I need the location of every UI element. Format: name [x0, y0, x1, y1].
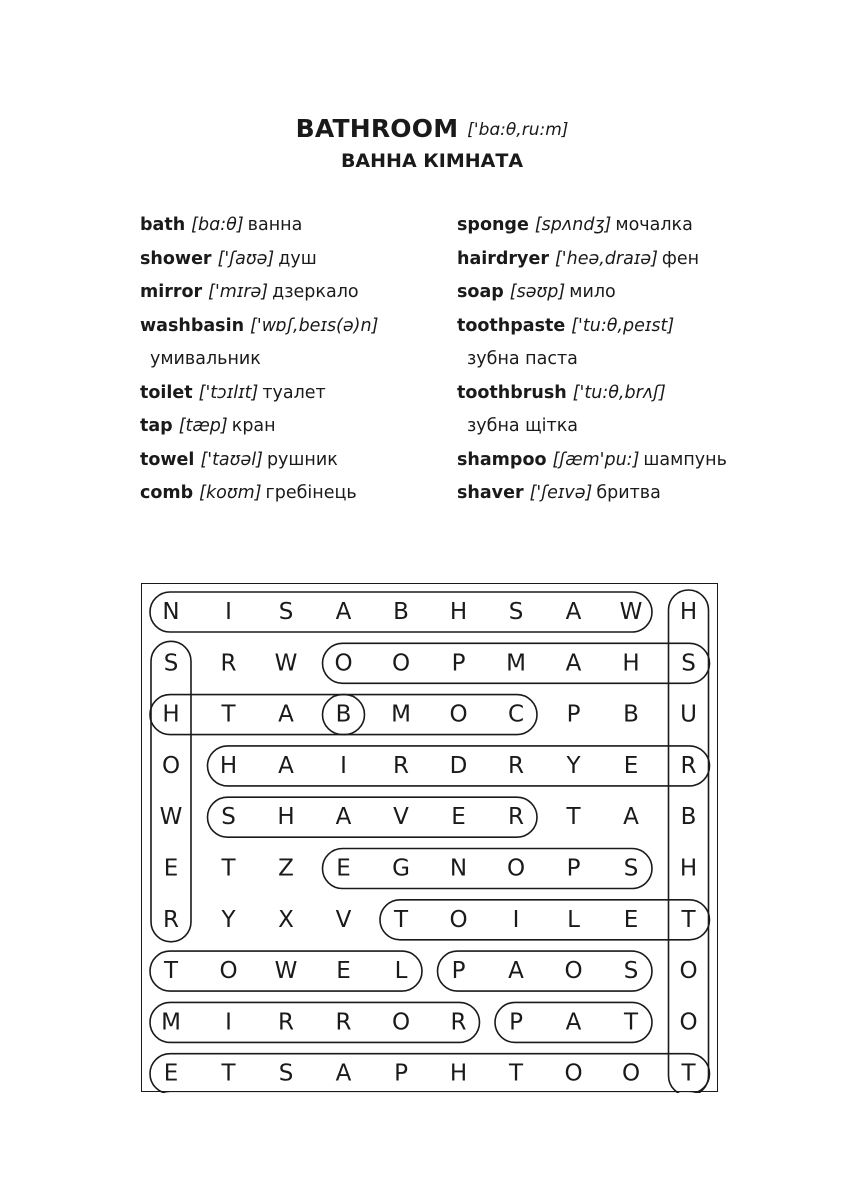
- grid-letter: A: [335, 599, 352, 625]
- title-transcription: ['bɑ:θ,ru:m]: [467, 120, 569, 140]
- grid-letter: B: [680, 804, 697, 831]
- grid-letter: T: [221, 1060, 236, 1087]
- grid-letter: R: [508, 752, 524, 779]
- grid-letter: S: [221, 804, 236, 831]
- grid-letter: P: [566, 855, 581, 882]
- grid-letter: I: [512, 906, 520, 933]
- grid-letter: W: [274, 650, 298, 677]
- grid-letter: L: [394, 958, 408, 985]
- grid-letter: M: [506, 650, 526, 677]
- vocab-translation: дзеркало: [272, 282, 359, 302]
- grid-letter: P: [451, 650, 466, 677]
- vocabulary-left-column: [140, 212, 382, 514]
- grid-letter: M: [391, 701, 411, 728]
- grid-letter: T: [163, 958, 179, 985]
- vocab-transcription: [tæp]: [178, 416, 228, 436]
- header: [0, 114, 864, 172]
- grid-letter: Z: [278, 855, 294, 882]
- found-word-toilet: [380, 900, 710, 940]
- grid-letter: R: [508, 804, 524, 831]
- grid-letter: E: [623, 752, 639, 779]
- grid-letter: R: [220, 650, 237, 677]
- vocabulary-entry: [140, 212, 382, 246]
- vocab-translation: зубна щітка: [467, 416, 579, 436]
- word-search-puzzle: [141, 583, 718, 1092]
- vocabulary-entry: [140, 346, 382, 380]
- page-subtitle: ВАННА КІМНАТА: [340, 150, 524, 172]
- grid-letter: H: [449, 599, 468, 625]
- grid-letter: R: [163, 906, 179, 933]
- vocabulary-entry: [457, 212, 727, 246]
- grid-letter: W: [619, 599, 643, 625]
- grid-letter: E: [451, 804, 466, 831]
- grid-letter: M: [161, 1009, 181, 1036]
- vocab-word: tap: [140, 416, 173, 436]
- vocab-transcription: ['ʃeɪvə]: [529, 483, 593, 503]
- grid-letter: O: [219, 958, 238, 985]
- grid-letter: S: [278, 1060, 294, 1087]
- grid-letter: Y: [221, 906, 236, 933]
- vocab-translation: мочалка: [615, 215, 693, 235]
- grid-letter: T: [508, 1060, 524, 1087]
- grid-letter: O: [161, 752, 181, 779]
- grid-letter: P: [509, 1009, 523, 1036]
- vocab-transcription: [koʊm]: [199, 483, 262, 503]
- grid-letter: O: [391, 650, 411, 677]
- grid-letter: O: [679, 1009, 698, 1036]
- vocab-transcription: ['tu:θ,brʌʃ]: [572, 382, 666, 403]
- found-word-shower: [151, 641, 191, 942]
- grid-letter: I: [225, 1009, 232, 1036]
- grid-letter: V: [335, 906, 352, 933]
- grid-letter: Y: [566, 752, 581, 779]
- grid-letter: A: [565, 599, 582, 625]
- found-word-mirror: [150, 1002, 480, 1042]
- grid-letter: W: [274, 958, 298, 985]
- grid-letter: O: [449, 701, 468, 728]
- grid-letter: E: [623, 906, 639, 933]
- vocabulary-entry: [140, 413, 382, 447]
- grid-letter: X: [278, 906, 294, 933]
- grid-letter: A: [623, 804, 639, 831]
- grid-letter: P: [451, 958, 466, 985]
- vocab-transcription: ['tɔɪlɪt]: [198, 382, 259, 403]
- grid-letter: T: [393, 906, 409, 933]
- grid-letter: O: [506, 855, 526, 882]
- grid-letter: P: [566, 701, 581, 728]
- vocabulary-entry: [457, 346, 727, 380]
- vocabulary-entry: [457, 313, 727, 347]
- vocab-word: toothpaste: [457, 315, 566, 336]
- vocab-translation: ванна: [247, 215, 303, 235]
- grid-letter: R: [393, 752, 409, 779]
- grid-letter: O: [564, 1060, 583, 1087]
- vocabulary-entry: [140, 480, 382, 514]
- vocab-word: comb: [140, 483, 194, 503]
- grid-letter: H: [162, 701, 180, 728]
- grid-letter: A: [508, 958, 524, 985]
- grid-letter: I: [340, 752, 347, 779]
- vocab-translation: душ: [278, 248, 317, 269]
- grid-letter: T: [681, 906, 696, 933]
- grid-letter: V: [393, 804, 409, 831]
- word-search-grid: [142, 584, 719, 1093]
- grid-letter: D: [449, 752, 468, 779]
- found-word-shaver: [208, 797, 538, 837]
- grid-letter: S: [623, 958, 639, 985]
- grid-letter: T: [681, 1060, 696, 1087]
- grid-letter: H: [679, 599, 698, 625]
- vocabulary-entry: [457, 413, 727, 447]
- grid-letter: A: [565, 650, 582, 677]
- vocab-translation: туалет: [262, 382, 326, 403]
- vocab-word: toothbrush: [457, 382, 567, 403]
- vocabulary-entry: [140, 380, 382, 414]
- grid-letter: H: [449, 1060, 468, 1087]
- grid-letter: B: [335, 701, 352, 728]
- grid-letter: T: [566, 804, 581, 831]
- grid-letter: H: [219, 752, 238, 779]
- grid-letter: H: [277, 804, 295, 831]
- vocab-translation: умивальник: [150, 349, 261, 369]
- vocabulary-entry: [457, 380, 727, 414]
- grid-letter: B: [623, 701, 639, 728]
- vocab-word: shampoo: [457, 449, 547, 470]
- grid-letter: O: [621, 1060, 641, 1087]
- vocabulary-right-column: [457, 212, 727, 514]
- grid-letter: O: [679, 958, 698, 985]
- grid-letter: T: [221, 855, 236, 882]
- found-word-sponge: [323, 849, 653, 889]
- vocab-transcription: ['mɪrə]: [208, 282, 269, 302]
- vocabulary-entry: [457, 279, 727, 313]
- vocab-word: washbasin: [140, 315, 245, 336]
- grid-letter: W: [159, 804, 183, 831]
- vocab-transcription: [bɑ:θ]: [191, 215, 244, 235]
- vocab-word: mirror: [140, 282, 203, 302]
- title-line: [296, 114, 569, 143]
- grid-letter: E: [336, 855, 351, 882]
- grid-letter: R: [680, 752, 697, 779]
- vocab-transcription: ['wɒʃ,beɪs(ə)n]: [250, 315, 379, 336]
- vocab-translation: фен: [661, 248, 700, 269]
- page-title: BATHROOM: [295, 114, 459, 143]
- vocab-transcription: ['taʊəl]: [200, 449, 263, 470]
- vocabulary-entry: [140, 246, 382, 280]
- vocabulary-entry: [140, 313, 382, 347]
- vocab-translation: бритва: [596, 483, 661, 503]
- vocab-translation: рушник: [266, 449, 338, 470]
- grid-letter: R: [450, 1009, 467, 1036]
- grid-letter: A: [278, 752, 294, 779]
- grid-letter: H: [622, 650, 640, 677]
- found-word-comb: [323, 695, 538, 735]
- vocab-translation: кран: [231, 416, 276, 436]
- vocab-word: sponge: [457, 215, 529, 235]
- grid-letter: S: [163, 650, 179, 677]
- grid-letter: U: [680, 701, 697, 728]
- vocab-translation: гребінець: [265, 483, 357, 503]
- vocab-word: bath: [140, 215, 186, 235]
- grid-letter: E: [163, 1060, 179, 1087]
- grid-letter: A: [565, 1009, 582, 1036]
- vocabulary-entry: [140, 447, 382, 481]
- vocab-transcription: [spʌndʒ]: [534, 215, 612, 235]
- grid-letter: O: [564, 958, 583, 985]
- grid-letter: O: [334, 650, 353, 677]
- found-word-bath: [150, 695, 365, 735]
- vocab-transcription: ['tu:θ,peɪst]: [571, 315, 675, 336]
- grid-letter: T: [623, 1009, 639, 1036]
- vocab-transcription: ['ʃaʊə]: [217, 248, 275, 269]
- vocab-word: soap: [457, 282, 504, 302]
- found-word-soap: [438, 951, 653, 991]
- grid-letter: A: [335, 1060, 352, 1087]
- vocab-word: hairdryer: [457, 248, 549, 269]
- grid-letter: S: [278, 599, 294, 625]
- vocab-word: toilet: [140, 382, 193, 403]
- grid-letter: C: [507, 701, 525, 728]
- grid-letter: H: [679, 855, 698, 882]
- vocab-word: towel: [140, 449, 195, 470]
- grid-letter: N: [162, 599, 180, 625]
- grid-letter: S: [681, 650, 696, 677]
- vocab-translation: шампунь: [643, 449, 727, 470]
- grid-letter: L: [567, 906, 580, 933]
- grid-letter: T: [221, 701, 236, 728]
- vocabulary-entry: [457, 246, 727, 280]
- grid-letter: O: [391, 1009, 411, 1036]
- vocab-transcription: [səʊp]: [509, 282, 566, 302]
- grid-letter: A: [278, 701, 294, 728]
- vocab-word: shaver: [457, 483, 524, 503]
- vocab-translation: мило: [569, 282, 616, 302]
- grid-letter: S: [623, 855, 639, 882]
- grid-letter: S: [508, 599, 524, 625]
- vocab-word: shower: [140, 248, 212, 269]
- grid-letter: I: [225, 599, 232, 625]
- grid-letter: O: [449, 906, 468, 933]
- vocabulary-entry: [140, 279, 382, 313]
- vocab-translation: зубна паста: [467, 349, 578, 369]
- grid-letter: N: [449, 855, 468, 882]
- grid-letter: R: [335, 1009, 352, 1036]
- vocab-transcription: [ʃæm'pu:]: [552, 449, 640, 470]
- grid-letter: B: [393, 599, 409, 625]
- grid-letter: E: [336, 958, 351, 985]
- vocabulary-entry: [457, 480, 727, 514]
- grid-letter: E: [163, 855, 179, 882]
- grid-letter: G: [392, 855, 410, 882]
- grid-letter: R: [278, 1009, 294, 1036]
- vocab-transcription: ['heə,draɪə]: [554, 248, 658, 269]
- grid-letter: A: [335, 804, 352, 831]
- grid-letter: P: [394, 1060, 408, 1087]
- vocabulary-entry: [457, 447, 727, 481]
